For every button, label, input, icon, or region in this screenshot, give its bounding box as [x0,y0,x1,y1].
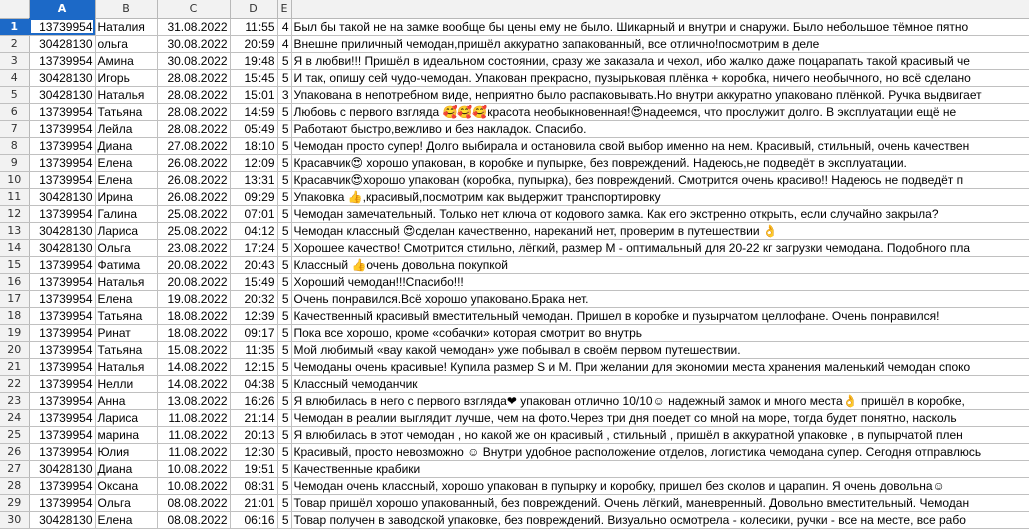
cell-review[interactable]: Чемодан в реалии выглядит лучше, чем на фото.Через три дня поедет со мной на море, тогда будет понятно, насколь [291,409,1029,426]
cell-review[interactable]: Я влюбилась в него с первого взгляда❤ упакован отлично 10/10☺ надежный замок и много места👌 пришёл в коробке, [291,392,1029,409]
cell-review[interactable]: Хороший чемодан!!!Спасибо!!! [291,273,1029,290]
cell-time[interactable]: 13:31 [230,171,277,188]
select-all-corner[interactable] [0,0,29,18]
row-header[interactable]: 28 [0,477,29,494]
cell-date[interactable]: 14.08.2022 [157,375,230,392]
cell-name[interactable]: Анна [95,392,157,409]
row-header[interactable]: 11 [0,188,29,205]
cell-review[interactable]: Товар получен в заводской упаковке, без повреждений. Визуально осмотрела - колесики, ручки - все на месте, все рабо [291,511,1029,528]
row-header[interactable]: 19 [0,324,29,341]
table-row [0,392,1029,409]
cell-name[interactable]: Галина [95,205,157,222]
cell-date[interactable]: 27.08.2022 [157,137,230,154]
cell-name[interactable]: Фатима [95,256,157,273]
cell-name[interactable]: Игорь [95,69,157,86]
cell-id[interactable]: 13739954 [29,341,95,358]
table-row [0,256,1029,273]
cell-time[interactable]: 07:01 [230,205,277,222]
cell-rating[interactable]: 5 [277,154,291,171]
table-row [0,69,1029,86]
row-header[interactable]: 15 [0,256,29,273]
cell-review[interactable]: Классный 👍очень довольна покупкой [291,256,1029,273]
cell-rating[interactable]: 5 [277,239,291,256]
cell-name[interactable]: Наталия [95,18,157,35]
cell-time[interactable]: 15:49 [230,273,277,290]
cell-rating[interactable]: 5 [277,273,291,290]
cell-rating[interactable]: 5 [277,205,291,222]
cell-date[interactable]: 18.08.2022 [157,307,230,324]
cell-id[interactable]: 13739954 [29,426,95,443]
cell-date[interactable]: 28.08.2022 [157,69,230,86]
column-header-b[interactable]: B [95,0,157,18]
cell-name[interactable]: Татьяна [95,103,157,120]
cell-time[interactable]: 08:31 [230,477,277,494]
cell-name[interactable]: Елена [95,511,157,528]
cell-name[interactable]: Лейла [95,120,157,137]
cell-review[interactable]: Очень понравился.Всё хорошо упаковано.Брака нет. [291,290,1029,307]
cell-review[interactable]: И так, опишу сей чудо-чемодан. Упакован прекрасно, пузырьковая плёнка + коробка, ничего необычного, но всё сделано [291,69,1029,86]
cell-date[interactable]: 30.08.2022 [157,52,230,69]
row-header[interactable]: 16 [0,273,29,290]
table-row [0,205,1029,222]
cell-date[interactable]: 26.08.2022 [157,171,230,188]
cell-time[interactable]: 09:17 [230,324,277,341]
cell-name[interactable]: Лариса [95,222,157,239]
cell-name[interactable]: Ольга [95,494,157,511]
column-header-d[interactable]: D [230,0,277,18]
cell-time[interactable]: 05:49 [230,120,277,137]
cell-id[interactable]: 30428130 [29,511,95,528]
cell-id[interactable]: 30428130 [29,69,95,86]
cell-id[interactable]: 13739954 [29,256,95,273]
cell-rating[interactable]: 5 [277,477,291,494]
cell-review[interactable]: Чемодан очень классный, хорошо упакован в пупырку и коробку, пришел без сколов и царапин. Я очень довольна☺ [291,477,1029,494]
row-header[interactable]: 12 [0,205,29,222]
cell-time[interactable]: 20:13 [230,426,277,443]
cell-rating[interactable]: 4 [277,18,291,35]
cell-review[interactable]: Красавчик😍 хорошо упакован, в коробке и пупырке, без повреждений. Надеюсь,не подведёт в эксплуатации. [291,154,1029,171]
cell-date[interactable]: 11.08.2022 [157,443,230,460]
row-header[interactable]: 26 [0,443,29,460]
cell-date[interactable]: 14.08.2022 [157,358,230,375]
row-header[interactable]: 24 [0,409,29,426]
row-header[interactable]: 4 [0,69,29,86]
cell-name[interactable]: Наталья [95,86,157,103]
row-header[interactable]: 20 [0,341,29,358]
cell-review[interactable]: Качественные крабики [291,460,1029,477]
cell-rating[interactable]: 5 [277,460,291,477]
table-row [0,188,1029,205]
cell-date[interactable]: 26.08.2022 [157,154,230,171]
table-row [0,137,1029,154]
cell-time[interactable]: 11:55 [230,18,277,35]
column-header-a[interactable]: A [29,0,95,18]
cell-time[interactable]: 06:16 [230,511,277,528]
row-header[interactable]: 27 [0,460,29,477]
cell-id[interactable]: 30428130 [29,86,95,103]
cell-name[interactable]: Оксана [95,477,157,494]
cell-rating[interactable]: 5 [277,69,291,86]
cell-time[interactable]: 16:26 [230,392,277,409]
cell-rating[interactable]: 5 [277,120,291,137]
cell-date[interactable]: 28.08.2022 [157,120,230,137]
row-header[interactable]: 17 [0,290,29,307]
cell-id[interactable]: 13739954 [29,477,95,494]
cell-time[interactable]: 17:24 [230,239,277,256]
table-row [0,35,1029,52]
cell-id[interactable]: 13739954 [29,171,95,188]
table-row [0,171,1029,188]
cell-id[interactable]: 13739954 [29,443,95,460]
cell-rating[interactable]: 5 [277,494,291,511]
table-row [0,307,1029,324]
cell-id[interactable]: 30428130 [29,460,95,477]
cell-id[interactable]: 13739954 [29,494,95,511]
cell-id[interactable]: 13739954 [29,324,95,341]
cell-review[interactable]: Качественный красивый вместительный чемодан. Пришел в коробке и пузырчатом целлофане. Очень понравился! [291,307,1029,324]
cell-rating[interactable]: 5 [277,341,291,358]
cell-time[interactable]: 12:39 [230,307,277,324]
table-row [0,494,1029,511]
cell-rating[interactable]: 5 [277,52,291,69]
cell-time[interactable]: 20:43 [230,256,277,273]
cell-id[interactable]: 13739954 [29,273,95,290]
cell-id[interactable]: 13739954 [29,18,95,35]
table-row [0,375,1029,392]
cell-date[interactable]: 19.08.2022 [157,290,230,307]
sheet-body [0,18,1029,528]
cell-name[interactable]: ольга [95,35,157,52]
cell-rating[interactable]: 5 [277,171,291,188]
cell-time[interactable]: 21:01 [230,494,277,511]
row-header[interactable]: 2 [0,35,29,52]
cell-rating[interactable]: 3 [277,86,291,103]
row-header[interactable]: 23 [0,392,29,409]
cell-id[interactable]: 13739954 [29,103,95,120]
cell-name[interactable]: Ринат [95,324,157,341]
cell-id[interactable]: 30428130 [29,188,95,205]
cell-rating[interactable]: 5 [277,256,291,273]
row-header[interactable]: 30 [0,511,29,528]
cell-review[interactable]: Упаковка 👍,красивый,посмотрим как выдержит транспортировку [291,188,1029,205]
column-header-c[interactable]: C [157,0,230,18]
cell-id[interactable]: 13739954 [29,392,95,409]
cell-rating[interactable]: 5 [277,443,291,460]
cell-review[interactable]: Чемодан классный 😍сделан качественно, нареканий нет, проверим в путешествии 👌 [291,222,1029,239]
column-header-f[interactable] [291,0,1029,18]
cell-review[interactable]: Пока все хорошо, кроме «собачки» которая смотрит во внутрь [291,324,1029,341]
cell-name[interactable]: Нелли [95,375,157,392]
row-header[interactable]: 8 [0,137,29,154]
table-row [0,341,1029,358]
table-row [0,460,1029,477]
cell-id[interactable]: 13739954 [29,52,95,69]
cell-date[interactable]: 18.08.2022 [157,324,230,341]
cell-date[interactable]: 15.08.2022 [157,341,230,358]
cell-id[interactable]: 13739954 [29,120,95,137]
row-header[interactable]: 1 [0,18,29,35]
cell-rating[interactable]: 5 [277,358,291,375]
row-header[interactable]: 18 [0,307,29,324]
cell-time[interactable]: 15:45 [230,69,277,86]
table-row [0,324,1029,341]
row-header[interactable]: 25 [0,426,29,443]
cell-name[interactable]: Елена [95,171,157,188]
table-row [0,52,1029,69]
cell-date[interactable]: 08.08.2022 [157,511,230,528]
cell-rating[interactable]: 5 [277,103,291,120]
cell-date[interactable]: 11.08.2022 [157,409,230,426]
cell-review[interactable]: Я в любви!!! Пришёл в идеальном состоянии, сразу же заказала и чехол, ибо жалко даже поцарапать такой красивый че [291,52,1029,69]
cell-date[interactable]: 20.08.2022 [157,273,230,290]
cell-rating[interactable]: 5 [277,307,291,324]
cell-name[interactable]: марина [95,426,157,443]
cell-name[interactable]: Наталья [95,273,157,290]
cell-time[interactable]: 12:30 [230,443,277,460]
cell-time[interactable]: 11:35 [230,341,277,358]
cell-time[interactable]: 04:12 [230,222,277,239]
cell-rating[interactable]: 5 [277,426,291,443]
cell-review[interactable]: Чемодан просто супер! Долго выбирала и остановила свой выбор именно на нем. Красивый, стильный, очень качествен [291,137,1029,154]
cell-id[interactable]: 13739954 [29,290,95,307]
table-row [0,443,1029,460]
cell-time[interactable]: 14:59 [230,103,277,120]
cell-rating[interactable]: 5 [277,137,291,154]
cell-date[interactable]: 28.08.2022 [157,103,230,120]
cell-time[interactable]: 20:59 [230,35,277,52]
table-row [0,239,1029,256]
cell-date[interactable]: 25.08.2022 [157,222,230,239]
cell-rating[interactable]: 5 [277,324,291,341]
table-row [0,273,1029,290]
cell-review[interactable]: Классный чемоданчик [291,375,1029,392]
cell-id[interactable]: 13739954 [29,358,95,375]
cell-name[interactable]: Диана [95,137,157,154]
cell-time[interactable]: 21:14 [230,409,277,426]
cell-name[interactable]: Елена [95,290,157,307]
cell-id[interactable]: 13739954 [29,375,95,392]
cell-time[interactable]: 19:51 [230,460,277,477]
cell-time[interactable]: 12:09 [230,154,277,171]
cell-review[interactable]: Чемодан замечательный. Только нет ключа от кодового замка. Как его экстренно открыть, если случайно закрыла? [291,205,1029,222]
cell-name[interactable]: Лариса [95,409,157,426]
row-header[interactable]: 7 [0,120,29,137]
row-header[interactable]: 6 [0,103,29,120]
cell-rating[interactable]: 5 [277,188,291,205]
cell-date[interactable]: 13.08.2022 [157,392,230,409]
row-header[interactable]: 3 [0,52,29,69]
cell-id[interactable]: 30428130 [29,35,95,52]
cell-review[interactable]: Чемоданы очень красивые! Купила размер S и M. При желании для экономии места хранения маленький чемодан споко [291,358,1029,375]
cell-review[interactable]: Товар пришёл хорошо упакованный, без повреждений. Очень лёгкий, маневренный. Довольно вместительный. Чемодан [291,494,1029,511]
row-header[interactable]: 14 [0,239,29,256]
row-header[interactable]: 9 [0,154,29,171]
cell-rating[interactable]: 5 [277,222,291,239]
cell-review[interactable]: Мой любимый «вау какой чемодан» уже побывал в своём первом путешествии. [291,341,1029,358]
cell-review[interactable]: Я влюбилась в этот чемодан , но какой же он красивый , стильный , пришёл в аккуратной упаковке , в пупырчатой плен [291,426,1029,443]
cell-name[interactable]: Юлия [95,443,157,460]
cell-name[interactable]: Ирина [95,188,157,205]
column-header-row [0,0,1029,18]
cell-time[interactable]: 09:29 [230,188,277,205]
table-row [0,511,1029,528]
table-row [0,154,1029,171]
cell-name[interactable]: Татьяна [95,307,157,324]
cell-date[interactable]: 11.08.2022 [157,426,230,443]
row-header[interactable]: 13 [0,222,29,239]
cell-rating[interactable]: 5 [277,375,291,392]
cell-review[interactable]: Был бы такой не на замке вообще бы цены ему не было. Шикарный и внутри и снаружи. Было небольшое тёмное пятно [291,18,1029,35]
cell-time[interactable]: 19:48 [230,52,277,69]
cell-review[interactable]: Работают быстро,вежливо и без накладок. Спасибо. [291,120,1029,137]
table-row [0,103,1029,120]
cell-review[interactable]: Красавчик😍хорошо упакован (коробка, пупырка), без повреждений. Смотрится очень красиво!! Надеюсь не подведёт п [291,171,1029,188]
row-header[interactable]: 10 [0,171,29,188]
table-row [0,290,1029,307]
cell-rating[interactable]: 4 [277,35,291,52]
row-header[interactable]: 22 [0,375,29,392]
row-header[interactable]: 29 [0,494,29,511]
cell-time[interactable]: 15:01 [230,86,277,103]
cell-date[interactable]: 30.08.2022 [157,35,230,52]
cell-date[interactable]: 28.08.2022 [157,86,230,103]
cell-name[interactable]: Ольга [95,239,157,256]
cell-review[interactable]: Упакована в непотребном виде, неприятно было распаковывать.Но внутри аккуратно упаковано плёнкой. Ручка выдвигает [291,86,1029,103]
table-row [0,86,1029,103]
cell-date[interactable]: 26.08.2022 [157,188,230,205]
cell-review[interactable]: Красивый, просто невозможно ☺ Внутри удобное расположение отделов, логистика чемодана супер. Сегодня отправлюсь [291,443,1029,460]
cell-date[interactable]: 25.08.2022 [157,205,230,222]
cell-time[interactable]: 04:38 [230,375,277,392]
table-row [0,120,1029,137]
cell-name[interactable]: Татьяна [95,341,157,358]
cell-review[interactable]: Любовь с первого взгляда 🥰🥰🥰красота необыкновенная!😍надеемся, что прослужит долго. В эксплуатации ещё не [291,103,1029,120]
table-row [0,477,1029,494]
cell-time[interactable]: 12:15 [230,358,277,375]
table-row [0,409,1029,426]
row-header[interactable]: 21 [0,358,29,375]
cell-date[interactable]: 23.08.2022 [157,239,230,256]
cell-date[interactable]: 10.08.2022 [157,477,230,494]
table-row [0,358,1029,375]
cell-date[interactable]: 31.08.2022 [157,18,230,35]
cell-rating[interactable]: 5 [277,409,291,426]
cell-review[interactable]: Хорошее качество! Смотрится стильно, лёгкий, размер М - оптимальный для 20-22 кг загрузки чемодана. Подобного пла [291,239,1029,256]
cell-rating[interactable]: 5 [277,290,291,307]
cell-date[interactable]: 20.08.2022 [157,256,230,273]
column-header-e[interactable]: E [277,0,291,18]
cell-id[interactable]: 13739954 [29,409,95,426]
cell-date[interactable]: 10.08.2022 [157,460,230,477]
cell-id[interactable]: 13739954 [29,205,95,222]
table-row [0,222,1029,239]
cell-time[interactable]: 18:10 [230,137,277,154]
cell-name[interactable]: Диана [95,460,157,477]
cell-name[interactable]: Елена [95,154,157,171]
cell-name[interactable]: Амина [95,52,157,69]
cell-name[interactable]: Наталья [95,358,157,375]
table-row [0,426,1029,443]
cell-rating[interactable]: 5 [277,511,291,528]
cell-id[interactable]: 13739954 [29,154,95,171]
cell-time[interactable]: 20:32 [230,290,277,307]
table-row [0,18,1029,35]
cell-id[interactable]: 13739954 [29,307,95,324]
cell-date[interactable]: 08.08.2022 [157,494,230,511]
row-header[interactable]: 5 [0,86,29,103]
cell-id[interactable]: 30428130 [29,239,95,256]
cell-id[interactable]: 13739954 [29,137,95,154]
cell-id[interactable]: 30428130 [29,222,95,239]
cell-rating[interactable]: 5 [277,392,291,409]
cell-review[interactable]: Внешне приличный чемодан,пришёл аккуратно запакованный, все отлично!посмотрим в деле [291,35,1029,52]
